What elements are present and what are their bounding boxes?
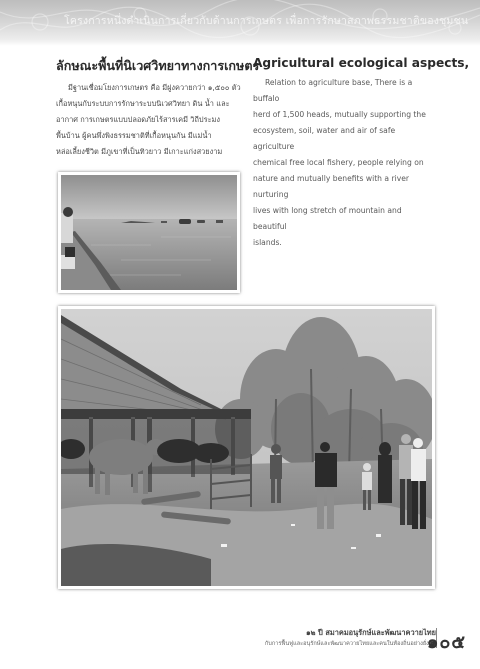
thai-line: หล่อเลี้ยงชีวิต มีภูเขาที่เป็นทิวยาว มีเกาะแก่งสวยงาม <box>56 147 223 156</box>
footer-subtitle: กับการฟื้นฟูและอนุรักษ์และพัฒนาควายไทยและคนในท้องถิ่นอย่างยั่งยืน <box>264 641 436 647</box>
page-number: ๑๐๕ <box>426 632 466 653</box>
english-line: ecosystem, soil, water and air of safe agriculture <box>253 126 396 151</box>
running-head: โครงการหนึ่งดำเนินการเกี่ยวกับด้านการเกษตร เพื่อการรักษาสภาพธรรมชาติของชุมชน <box>64 15 469 27</box>
english-heading: Agricultural ecological aspects, <box>253 56 470 70</box>
buffalo-farm-photo <box>58 306 435 589</box>
thai-line: อากาศ การเกษตรแบบปลอดภัยไร้สารเคมี วิถีประมง <box>56 115 221 124</box>
header-band <box>0 0 480 46</box>
footer-title: ๑๒ ปี สมาคมอนุรักษ์และพัฒนาควายไทย <box>305 628 436 637</box>
thai-line: พื้นบ้าน ผู้คนพึ่งพิงธรรมชาติที่เกื้อหนุนกัน มีแม่น้ำ <box>56 131 212 140</box>
english-line: herd of 1,500 heads, mutually supporting the <box>253 110 426 119</box>
footer <box>265 627 436 648</box>
thai-line: เกื้อหนุนกับระบบการรักษาระบบนิเวศวิทยา ดิน น้ำ และ <box>56 99 230 108</box>
thai-column <box>56 56 260 160</box>
thai-line: มีฐานเชื่อมโยงการเกษตร คือ มีฝูงควายกว่า ๑,๕๐๐ ตัว <box>68 83 241 92</box>
english-column <box>253 56 470 251</box>
lake-boat-photo <box>58 172 240 293</box>
english-line: chemical free local fishery, people relying on <box>253 158 424 167</box>
english-body <box>253 75 435 251</box>
english-line: lives with long stretch of mountain and beautiful <box>253 206 402 231</box>
english-line: Relation to agriculture base, There is a buffalo <box>253 78 413 103</box>
english-line: nature and mutually benefits with a river nurturing <box>253 174 409 199</box>
thai-body <box>56 80 242 160</box>
english-line: islands. <box>253 238 282 247</box>
thai-heading: ลักษณะพื้นที่นิเวศวิทยาทางการเกษตร <box>56 58 260 73</box>
